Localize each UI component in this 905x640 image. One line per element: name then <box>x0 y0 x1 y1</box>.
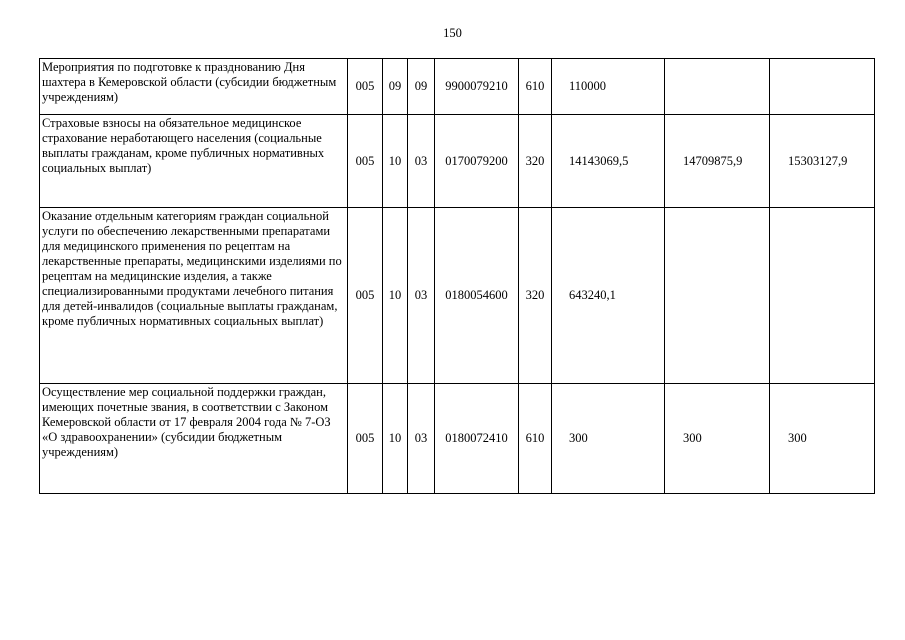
amount-year-1: 110000 <box>552 59 665 115</box>
amount-year-2 <box>665 59 770 115</box>
amount-year-3: 300 <box>770 384 875 494</box>
section-code: 10 <box>383 208 408 384</box>
amount-year-1: 14143069,5 <box>552 115 665 208</box>
target-article-code: 0180072410 <box>435 384 519 494</box>
section-code: 10 <box>383 115 408 208</box>
subsection-code: 09 <box>408 59 435 115</box>
expense-type-code: 610 <box>519 59 552 115</box>
row-description: Осуществление мер социальной поддержки граждан, имеющих почетные звания, в соответствии с Законом Кемеровской области от 17 февраля 2004 года № 7-ОЗ «О здравоохранении» (субсидии бюджетным учреждениям) <box>40 384 348 494</box>
ministry-code: 005 <box>348 384 383 494</box>
subsection-code: 03 <box>408 208 435 384</box>
target-article-code: 9900079210 <box>435 59 519 115</box>
expense-type-code: 320 <box>519 115 552 208</box>
subsection-code: 03 <box>408 384 435 494</box>
table-row <box>40 115 875 208</box>
amount-year-3 <box>770 59 875 115</box>
ministry-code: 005 <box>348 115 383 208</box>
ministry-code: 005 <box>348 59 383 115</box>
section-code: 10 <box>383 384 408 494</box>
amount-year-2: 14709875,9 <box>665 115 770 208</box>
budget-table <box>39 58 875 494</box>
amount-year-3: 15303127,9 <box>770 115 875 208</box>
amount-year-1: 300 <box>552 384 665 494</box>
table-row <box>40 208 875 384</box>
amount-year-2: 300 <box>665 384 770 494</box>
ministry-code: 005 <box>348 208 383 384</box>
row-description: Оказание отдельным категориям граждан социальной услуги по обеспечению лекарственными препаратами для медицинского применения по рецептам на лекарственные препараты, медицинскими изделиями по рецептам на медицинские изделия, а также специализированными продуктами лечебного питания для детей-инвалидов (социальные выплаты гражданам, кроме публичных нормативных социальных выплат) <box>40 208 348 384</box>
row-description: Страховые взносы на обязательное медицинское страхование неработающего населения (социальные выплаты гражданам, кроме публичных нормативных социальных выплат) <box>40 115 348 208</box>
expense-type-code: 320 <box>519 208 552 384</box>
row-description: Мероприятия по подготовке к празднованию Дня шахтера в Кемеровской области (субсидии бюджетным учреждениям) <box>40 59 348 115</box>
section-code: 09 <box>383 59 408 115</box>
subsection-code: 03 <box>408 115 435 208</box>
table-row <box>40 384 875 494</box>
expense-type-code: 610 <box>519 384 552 494</box>
table-row <box>40 59 875 115</box>
target-article-code: 0170079200 <box>435 115 519 208</box>
amount-year-2 <box>665 208 770 384</box>
amount-year-1: 643240,1 <box>552 208 665 384</box>
page-number: 150 <box>443 26 462 40</box>
amount-year-3 <box>770 208 875 384</box>
target-article-code: 0180054600 <box>435 208 519 384</box>
